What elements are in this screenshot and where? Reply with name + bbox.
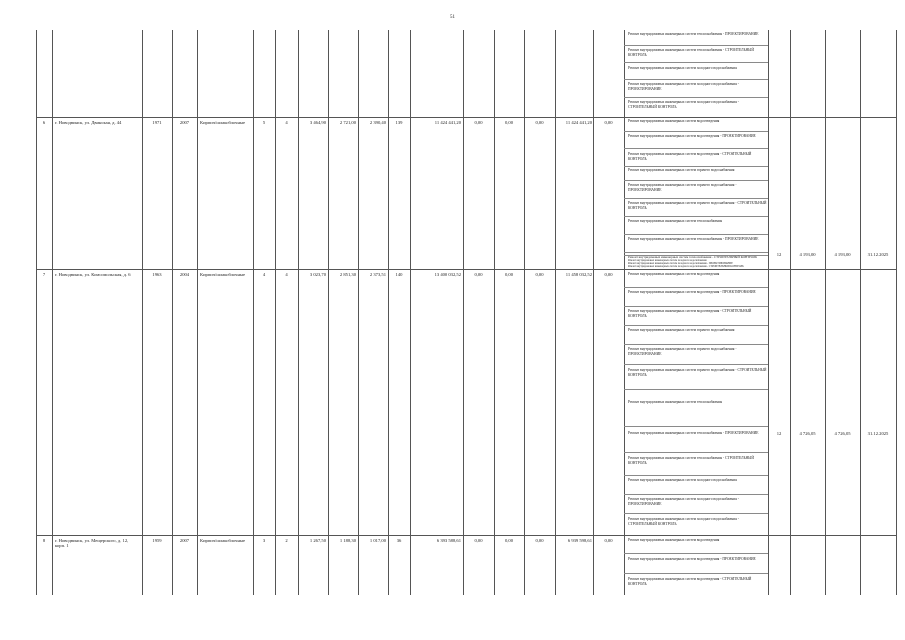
address: г. Новодвинск, ул. Мещерского, д. 12, корп. 1 [55,538,129,548]
total-area: 3 023,70 [309,272,326,277]
fund-1: 0,00 [474,538,483,543]
work-item: Ремонт внутридомовых инженерных систем водоотведения - ПРОЕКТИРОВАНИЕ [628,557,756,561]
row-number: 8 [42,538,46,543]
deadline: 31.12.2025 [867,431,889,436]
other-cost: 0,00 [604,272,613,277]
year-repair: 2007 [179,120,190,125]
work-item: Ремонт внутридомовых инженерных систем горячего водоснабжения [628,328,735,332]
work-item: Ремонт внутридомовых инженерных систем горячего водоснабжения [628,168,735,172]
owners-cost: 11 458 032,52 [565,272,592,277]
max-cost: 4 193,00 [834,252,851,257]
wall-material: Кирпич/шлакоблочные [200,120,246,125]
floors: 4 [262,272,266,277]
work-item: Ремонт внутридомовых инженерных систем водоотведения - ПРОЕКТИРОВАНИЕ [628,290,756,294]
residents: 139 [395,120,403,125]
work-item: Ремонт внутридомовых инженерных систем теплоснабжения - ПРОЕКТИРОВАНИЕ [628,32,759,36]
residents: 36 [396,538,402,543]
fund-3: 0,00 [535,120,544,125]
fund-3: 0,00 [535,272,544,277]
work-item: Ремонт внутридомовых инженерных систем теплоснабжения - ПРОЕКТИРОВАНИЕ [628,431,759,435]
total-area: 1 267,50 [309,538,326,543]
wall-material: Кирпич/шлакоблочные [200,272,246,277]
year-built: 1959 [152,538,162,543]
work-item: Ремонт внутридомовых инженерных систем горячего водоснабжения - СТРОИТЕЛЬНЫЙ КОНТРОЛЬ [628,368,767,377]
floors: 3 [262,538,266,543]
year-repair: 2007 [179,538,190,543]
living-area: 1 188,30 [339,538,356,543]
other-cost: 0,00 [604,120,613,125]
other-area: 1 017,00 [369,538,386,543]
page-number: 51 [450,15,455,20]
other-cost: 0,00 [604,538,613,543]
work-item: Ремонт внутридомовых инженерных систем теплоснабжения - СТРОИТЕЛЬНЫЙ КОНТРОЛЬ [628,48,755,57]
work-item: Ремонт внутридомовых инженерных систем теплоснабжения - СТРОИТЕЛЬНЫЙ КОНТРОЛЬ [628,255,758,259]
year-built: 1971 [152,120,162,125]
work-item: Ремонт внутридомовых инженерных систем холодного водоснабжения - ПРОЕКТИРОВАНИЕ [628,262,733,265]
work-item: Ремонт внутридомовых инженерных систем холодного водоснабжения [628,66,737,70]
year-repair: 2004 [179,272,190,277]
year-built: 1963 [152,272,162,277]
max-cost: 4 726,05 [834,431,851,436]
work-item: Ремонт внутридомовых инженерных систем водоотведения - ПРОЕКТИРОВАНИЕ [628,134,756,138]
work-item: Ремонт внутридомовых инженерных систем водоотведения - СТРОИТЕЛЬНЫЙ КОНТРОЛЬ [628,309,752,318]
work-item: Ремонт внутридомовых инженерных систем водоотведения [628,272,720,276]
other-area: 2 390,40 [369,120,386,125]
owners-cost: 11 424 441,20 [565,120,592,125]
cost-per-m2: 4 193,00 [799,252,816,257]
floors: 5 [262,120,266,125]
total-cost: 13 400 032,52 [434,272,461,277]
months: 12 [776,431,782,436]
entrances: 2 [285,538,288,543]
residents: 140 [395,272,403,277]
work-item: Ремонт внутридомовых инженерных систем теплоснабжения [628,219,723,223]
work-item: Ремонт внутридомовых инженерных систем холодного водоснабжения - СТРОИТЕЛЬНЫЙ КОНТРОЛЬ [628,100,739,109]
work-item: Ремонт внутридомовых инженерных систем теплоснабжения - ПРОЕКТИРОВАНИЕ [628,237,759,241]
work-item: Ремонт внутридомовых инженерных систем холодного водоснабжения - ПРОЕКТИРОВАНИЕ [628,82,739,91]
entrances: 4 [285,272,288,277]
fund-2: 0,00 [504,538,514,543]
fund-1: 0,00 [474,120,483,125]
total-area: 3 464,90 [309,120,326,125]
total-cost: 11 424 441,20 [434,120,461,125]
total-cost: 6 393 588,61 [436,538,461,543]
work-item: Ремонт внутридомовых инженерных систем водоотведения - СТРОИТЕЛЬНЫЙ КОНТРОЛЬ [628,577,752,586]
wall-material: Кирпич/шлакоблочные [200,538,246,543]
work-item: Ремонт внутридомовых инженерных систем водоотведения [628,119,720,123]
address: г. Новодвинск, ул. Двинская, д. 44 [55,120,122,125]
work-item: Ремонт внутридомовых инженерных систем теплоснабжения - СТРОИТЕЛЬНЫЙ КОНТРОЛЬ [628,456,755,465]
work-item: Ремонт внутридомовых инженерных систем горячего водоснабжения - ПРОЕКТИРОВАНИЕ [628,183,737,192]
work-item: Ремонт внутридомовых инженерных систем холодного водоснабжения - ПРОЕКТИРОВАНИЕ [628,497,739,506]
work-item: Ремонт внутридомовых инженерных систем горячего водоснабжения - ПРОЕКТИРОВАНИЕ [628,347,737,356]
fund-3: 0,00 [535,538,544,543]
work-item: Ремонт внутридомовых инженерных систем теплоснабжения [628,400,723,404]
months: 12 [776,252,782,257]
owners-cost: 6 939 598,61 [567,538,592,543]
fund-2: 0,00 [504,120,514,125]
work-item: Ремонт внутридомовых инженерных систем холодного водоснабжения [628,259,707,262]
address: г. Новодвинск, ул. Комсомольская, д. 6 [55,272,131,277]
deadline: 31.12.2025 [867,252,889,257]
fund-1: 0,00 [474,272,483,277]
work-item: Ремонт внутридомовых инженерных систем горячего водоснабжения - СТРОИТЕЛЬНЫЙ КОНТРОЛЬ [628,201,767,210]
cost-per-m2: 4 726,05 [799,431,816,436]
work-item: Ремонт внутридомовых инженерных систем холодного водоснабжения [628,478,737,482]
work-item: Ремонт внутридомовых инженерных систем водоотведения [628,538,720,542]
work-item: Ремонт внутридомовых инженерных систем холодного водоснабжения - СТРОИТЕЛЬНЫЙ КОНТРОЛЬ [628,517,739,526]
work-item: Ремонт внутридомовых инженерных систем водоотведения - СТРОИТЕЛЬНЫЙ КОНТРОЛЬ [628,152,752,161]
other-area: 2 373,51 [369,272,386,277]
row-number: 7 [42,272,46,277]
living-area: 2 851,30 [339,272,356,277]
row-number: 6 [42,120,46,125]
living-area: 2 721,00 [339,120,356,125]
work-item: Ремонт внутридомовых инженерных систем холодного водоснабжения - СТРОИТЕЛЬНЫЙ КОНТРОЛЬ [628,265,744,268]
fund-2: 0,00 [504,272,514,277]
entrances: 4 [285,120,288,125]
